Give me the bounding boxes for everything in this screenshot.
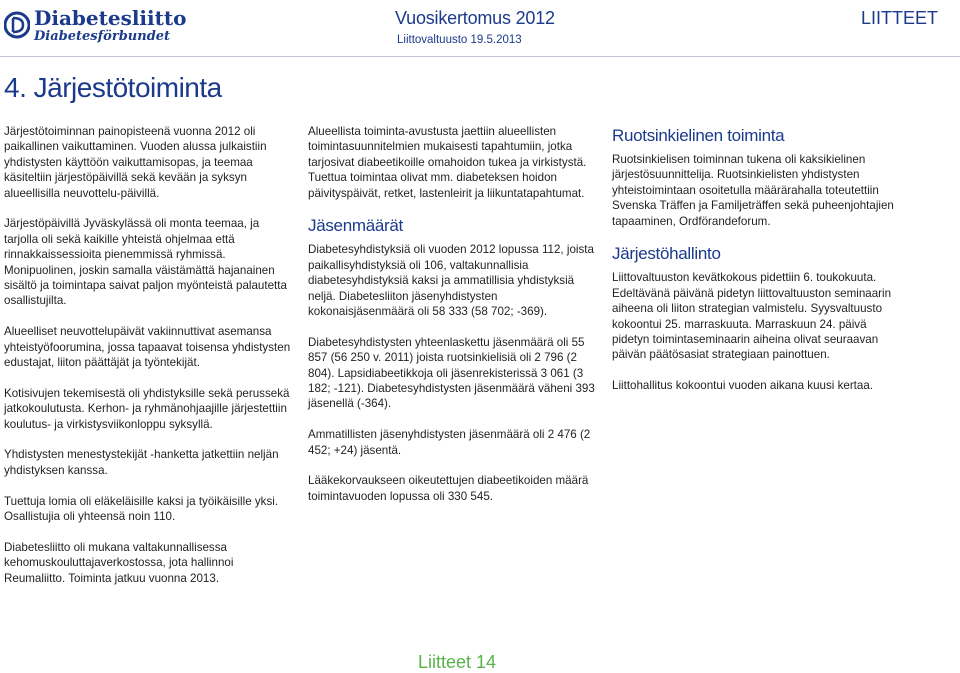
- report-subtitle: Liittovaltuusto 19.5.2013: [397, 34, 522, 46]
- paragraph: Järjestötoiminnan painopisteenä vuonna 2012 oli paikallinen vaikuttaminen. Vuoden alussa julkaistiin yhdistysten käyttöön vaikuttamisopas, ja teemaa käsiteltiin järjestöpäivillä sekä kevään ja syksyn alueellisilla neuvottelu-päivillä.: [4, 125, 267, 200]
- logo-text-secondary: Diabetesförbundet: [34, 29, 171, 44]
- paragraph: Alueelliset neuvottelupäivät vakiinnuttivat asemansa yhteistyöfoorumina, jossa tapaavat toisensa yhdistysten edustajat, liiton päättäjät ja työntekijät.: [4, 325, 291, 370]
- paragraph: Kotisivujen tekemisestä oli yhdistyksille sekä perussekä jatkokoulutusta. Kerhon- ja ryhmänohjaajille järjestettiin koulutus- ja virkistysviikonloppu syksyllä.: [4, 386, 290, 431]
- column-middle: [308, 124, 598, 520]
- report-title: Vuosikertomus 2012: [395, 8, 555, 28]
- paragraph: Diabetesliitto oli mukana valtakunnallisessa kehomuskouluttajaverkostossa, jota hallinnoi Reumaliitto. Toiminta jatkuu vuonna 2013.: [4, 540, 234, 585]
- section-title: 4. Järjestötoiminta: [4, 72, 222, 103]
- paragraph: Diabetesyhdistyksiä oli vuoden 2012 lopussa 112, joista paikallisyhdistyksiä oli 106, valtakunnallisia diabetesyhdistyksiä kaksi ja ammatillisia yhdistyksiä neljä. Diabetesliiton jäsenyhdistysten kokonaisjäsenmäärä oli 58 333 (58 702; -369).: [308, 243, 594, 319]
- subheading-administration: Järjestöhallinto: [612, 244, 721, 264]
- logo-text-primary: Diabetesliitto: [34, 6, 187, 30]
- paragraph: Diabetesyhdistysten yhteenlaskettu jäsenmäärä oli 55 857 (56 250 v. 2011) joista ruotsinkielisiä oli 2 796 (2 804). Lapsidiabeetikkoja oli jäsenrekisterissä 3 061 (3 182; -121). Diabetesyhdistysten jäsenmäärä väheni 393 jäsenellä (-364).: [308, 335, 595, 411]
- paragraph: Ruotsinkielisen toiminnan tukena oli kaksikielinen järjestösuunnittelija. Ruotsinkielisten yhdistysten yhteistoimintaan osoitetulla määrärahalla toteutettiin Svenska Träffen ja Familjeträffen sekä puheenjohtajien tapaaminen, Ordförandeforum.: [612, 153, 894, 228]
- paragraph: Järjestöpäivillä Jyväskylässä oli monta teemaa, ja tarjolla oli sekä kaikille yhteistä ohjelmaa että rinnakkaissessioita pienemmissä ryhmissä. Monipuolinen, joskin samalla väistämättä hajanainen sisältö ja toimintapa saivat paljon myönteistä palautetta osallistujilta.: [4, 217, 287, 308]
- subheading-swedish-activity: Ruotsinkielinen toiminta: [612, 126, 785, 145]
- logo-mark-icon: [4, 10, 30, 40]
- header-divider: [0, 56, 960, 57]
- paragraph: Alueellista toiminta-avustusta jaettiin alueellisten toimintasuunnitelmien mukaisesti tapahtumiin, jotka tarjosivat diabeetikoille omahoidon tukea ja virkistystä. Tuettua toimintaa olivat mm. diabeteksen hoidon päivityspäivät, retket, lastenleirit ja liikuntatapahtumat.: [308, 125, 587, 200]
- appendix-label: LIITTEET: [860, 8, 938, 28]
- paragraph: Tuettuja lomia oli eläkeläisille kaksi ja työikäisille yksi. Osallistujia oli yhteensä noin 110.: [4, 494, 279, 524]
- paragraph: Liittohallitus kokoontui vuoden aikana kuusi kertaa.: [612, 379, 874, 393]
- column-right: [612, 124, 902, 409]
- subheading-membership: Jäsenmäärät: [308, 216, 403, 236]
- column-left: [4, 124, 296, 601]
- paragraph: Ammatillisten jäsenyhdistysten jäsenmäärä oli 2 476 (2 452; +24) jäsentä.: [308, 428, 591, 457]
- paragraph: Yhdistysten menestystekijät -hanketta jatkettiin neljän yhdistyksen kanssa.: [4, 448, 279, 477]
- paragraph: Liittovaltuuston kevätkokous pidettiin 6. toukokuuta. Edeltävänä päivänä pidetyn liittovaltuuston seminaarin aiheena oli liiton strategian valmistelu. Syysvaltuusto kokoontui 25. marraskuuta. Marraskuun 24. päivä pidetyn toimintaseminaarin aiheina olivat seuraavan päivän päätösasiat strategiaan painottuen.: [612, 271, 892, 362]
- page-footer-label: Liitteet 14: [418, 652, 497, 672]
- diabetesliitto-logo: [4, 6, 194, 46]
- paragraph: Lääkekorvaukseen oikeutettujen diabeetikoiden määrä toimintavuoden lopussa oli 330 545.: [308, 474, 589, 503]
